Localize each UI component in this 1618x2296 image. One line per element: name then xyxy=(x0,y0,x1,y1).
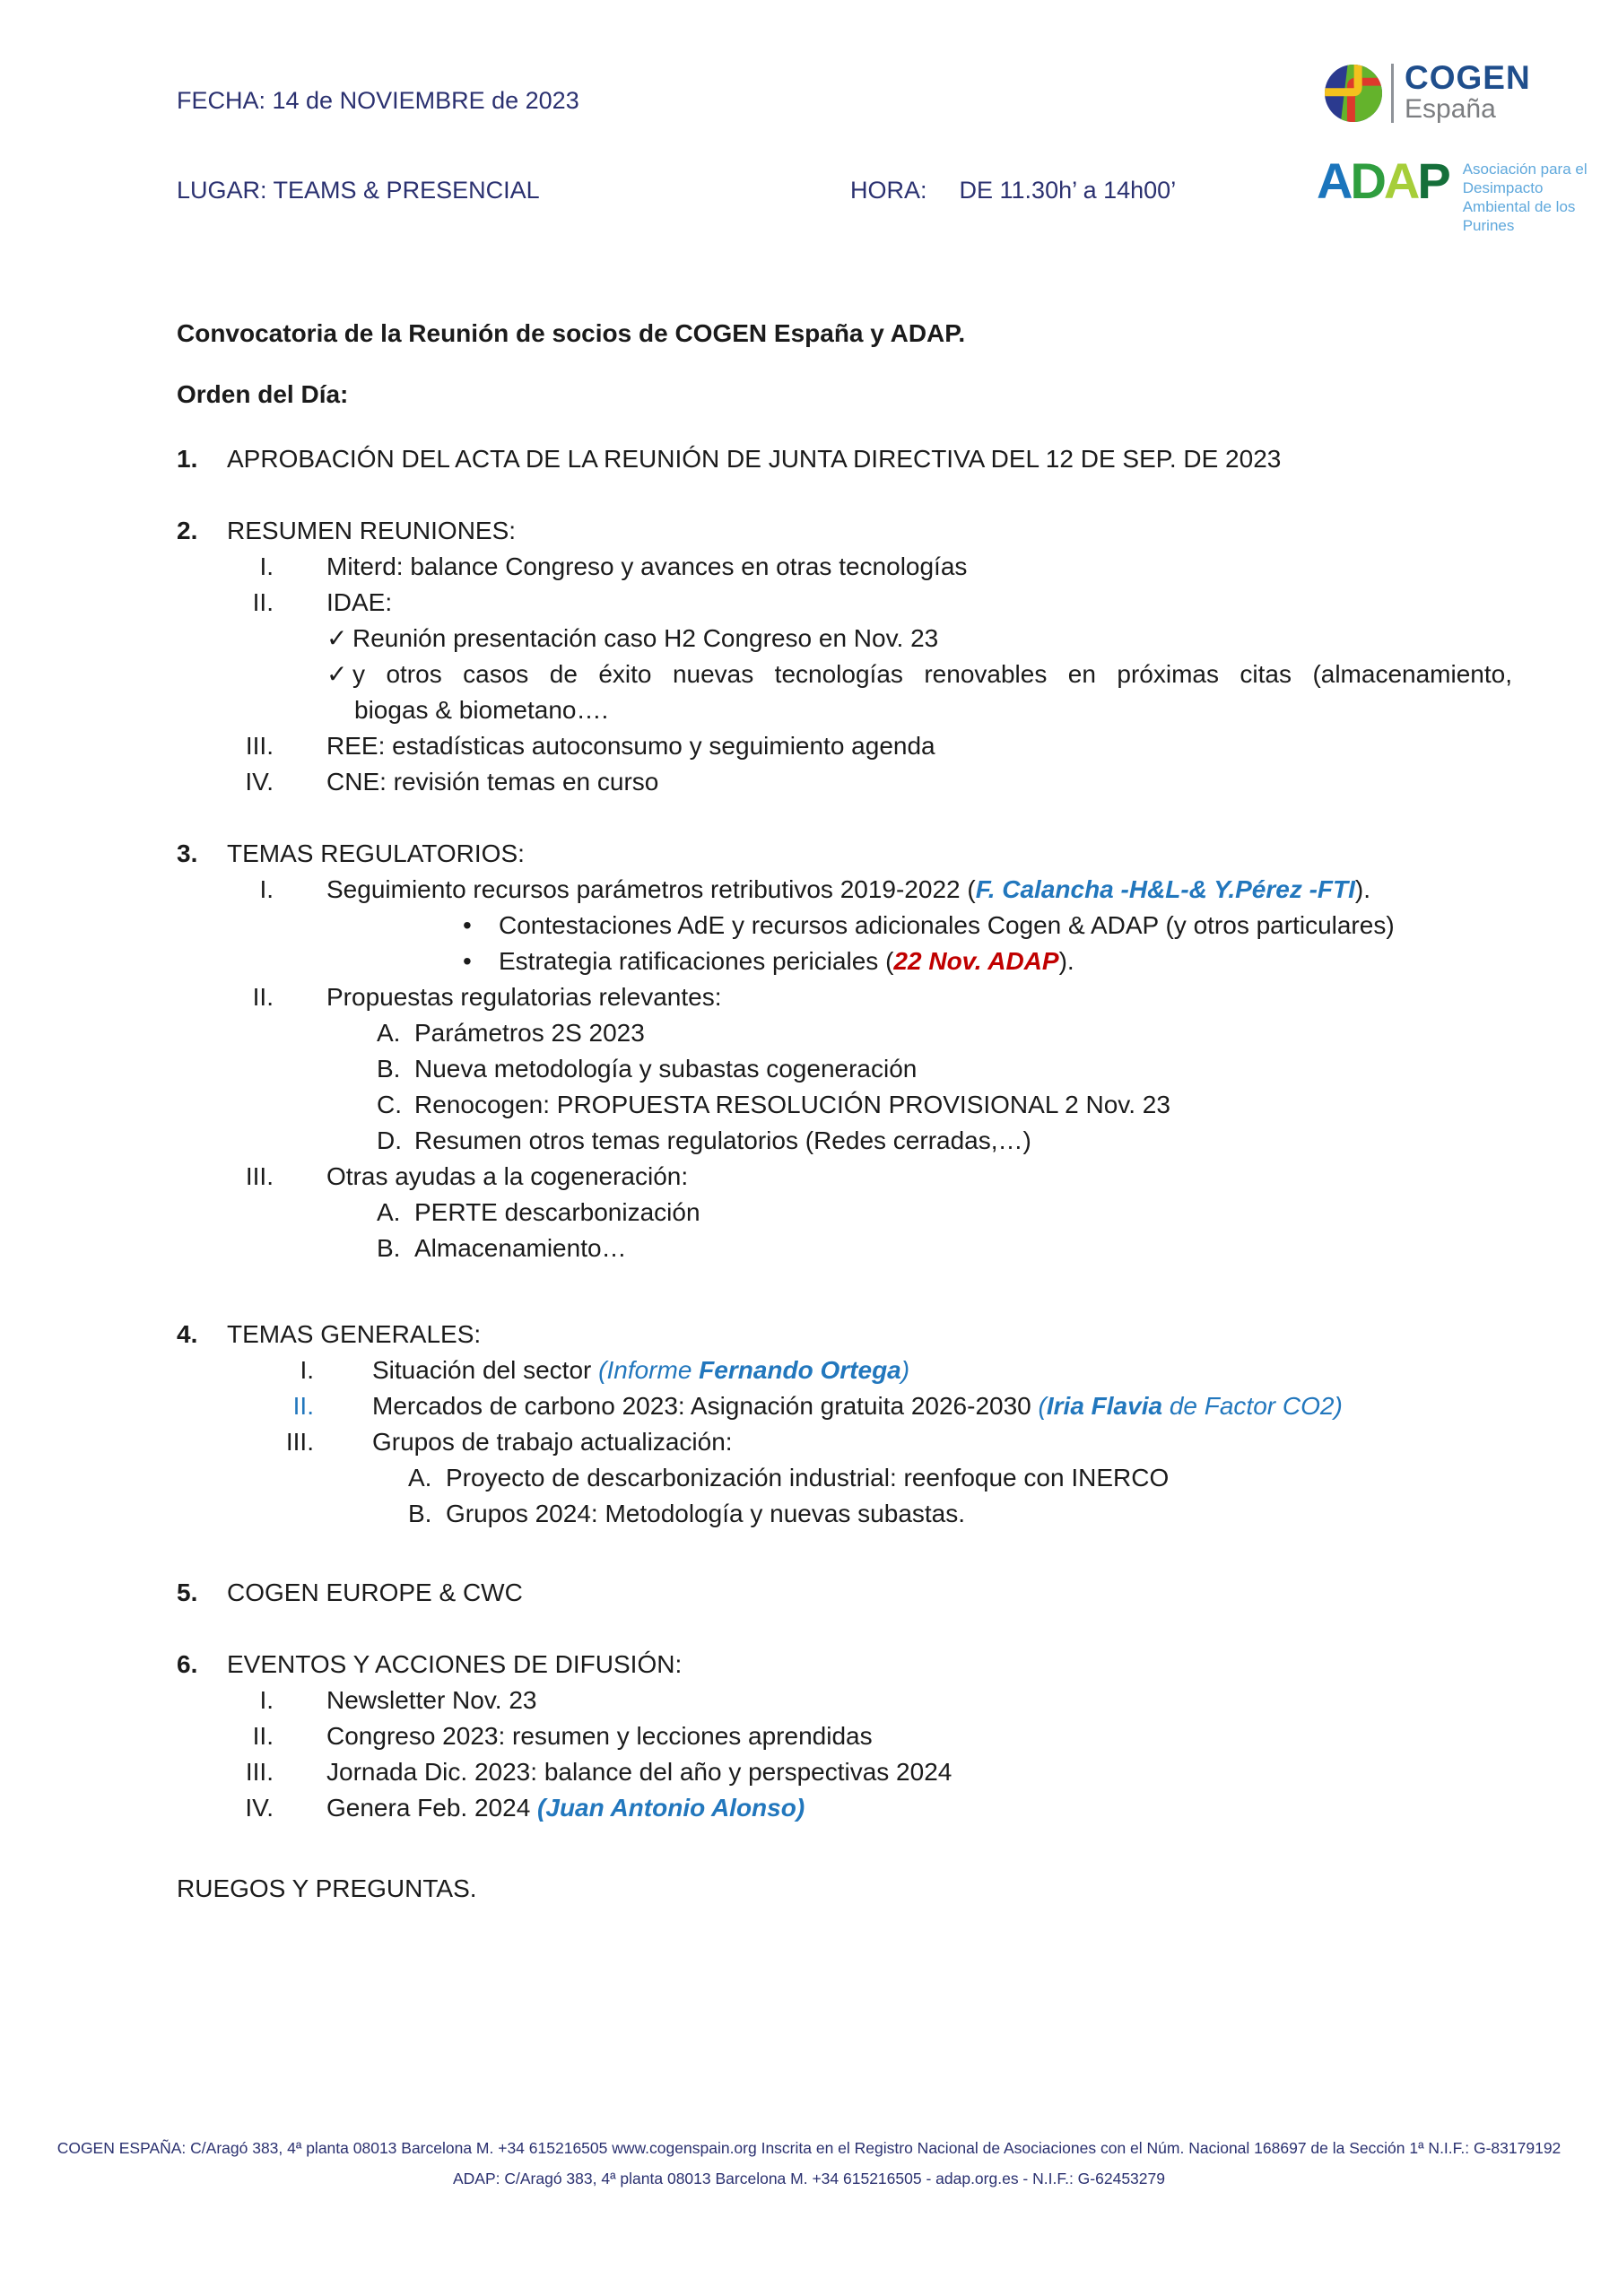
item-text: Proyecto de descarbonización industrial: reenfoque con INERCO xyxy=(446,1464,1170,1492)
item-text: y otros casos de éxito nuevas tecnologías renovables en próximas citas (almacenamiento, xyxy=(352,660,1512,688)
bullet-icon: • xyxy=(463,911,472,939)
item-highlight: Iria Flavia xyxy=(1046,1392,1163,1420)
item-text: Grupos 2024: Metodología y nuevas subastas. xyxy=(446,1500,966,1527)
item-text: biogas & biometano…. xyxy=(354,696,609,724)
item-letter: A. xyxy=(408,1464,432,1492)
section-number: 4. xyxy=(177,1320,198,1348)
time-line xyxy=(850,172,1176,208)
item-highlight: (Informe xyxy=(598,1356,700,1384)
adap-tagline-line: Desimpacto xyxy=(1462,179,1544,196)
sub-item xyxy=(0,1195,1512,1231)
item-letter: D. xyxy=(377,1126,402,1154)
item-letter: A. xyxy=(377,1019,401,1047)
section-title: COGEN EUROPE & CWC xyxy=(227,1578,523,1606)
sub-item xyxy=(0,1015,1512,1051)
item-text: Resumen otros temas regulatorios (Redes cerradas,…) xyxy=(414,1126,1031,1154)
adap-letter: D xyxy=(1350,152,1384,209)
item-text: ). xyxy=(1354,875,1371,903)
item-text: Newsletter Nov. 23 xyxy=(326,1686,537,1714)
section-title: TEMAS GENERALES: xyxy=(227,1320,482,1348)
item-text: REE: estadísticas autoconsumo y seguimiento agenda xyxy=(326,732,935,760)
date-line: FECHA: 14 de NOVIEMBRE de 2023 xyxy=(177,87,579,114)
item-numeral: III. xyxy=(245,732,274,760)
item-numeral: IV. xyxy=(245,1794,274,1822)
adap-tagline-line: Ambiental de los xyxy=(1462,198,1576,215)
agenda-item xyxy=(0,1352,1512,1388)
adap-letter: A xyxy=(1317,152,1351,209)
cogen-logo-region: España xyxy=(1405,94,1496,124)
agenda-item xyxy=(0,872,1512,908)
bullet-icon: • xyxy=(463,947,472,975)
section-number: 3. xyxy=(177,839,198,867)
adap-tagline-line: Purines xyxy=(1462,217,1515,234)
agenda-item xyxy=(0,1388,1512,1424)
footer-line-adap: ADAP: C/Aragó 383, 4ª planta 08013 Barcelona M. +34 615216505 - adap.org.es - N.I.F.: G-62453279 xyxy=(452,2170,1165,2187)
item-text: ). xyxy=(1058,947,1074,975)
section-number: 6. xyxy=(177,1650,198,1678)
section-number: 5. xyxy=(177,1578,198,1606)
agenda-item xyxy=(0,1159,1512,1195)
item-numeral: III. xyxy=(245,1758,274,1786)
closing-line: RUEGOS Y PREGUNTAS. xyxy=(177,1874,477,1902)
item-text: Seguimiento recursos parámetros retributivos 2019-2022 ( xyxy=(326,875,976,903)
check-icon: ✓ xyxy=(326,660,348,688)
agenda-item xyxy=(0,549,1512,585)
item-highlight: ( xyxy=(1038,1392,1047,1420)
check-item xyxy=(0,621,1512,657)
adap-letter: A xyxy=(1383,152,1418,209)
section-title: EVENTOS Y ACCIONES DE DIFUSIÓN: xyxy=(227,1650,683,1678)
item-numeral: I. xyxy=(259,875,274,903)
location-label: LUGAR: TEAMS & PRESENCIAL xyxy=(177,177,540,204)
section-1 xyxy=(0,441,1512,477)
sub-item xyxy=(0,1087,1512,1123)
item-text: Otras ayudas a la cogeneración: xyxy=(326,1162,689,1190)
section-3 xyxy=(0,836,1512,872)
item-text: Miterd: balance Congreso y avances en otras tecnologías xyxy=(326,552,968,580)
agenda-item xyxy=(0,728,1512,764)
footer-line-cogen: COGEN ESPAÑA: C/Aragó 383, 4ª planta 08013 Barcelona M. +34 615216505 www.cogenspain.org Inscrita en el Registro Nacional de Asociaciones con el Núm. Nacional 168697 de la Sección 1ª N.I.F.: G-83179192 xyxy=(57,2139,1561,2157)
bullet-item xyxy=(0,908,1512,944)
item-highlight: 22 Nov. ADAP xyxy=(893,947,1059,975)
item-highlight: ) xyxy=(900,1356,910,1384)
agenda-item xyxy=(0,1754,1512,1790)
agenda-item xyxy=(0,1683,1512,1718)
item-numeral: I. xyxy=(259,552,274,580)
item-text: Congreso 2023: resumen y lecciones aprendidas xyxy=(326,1722,873,1750)
sub-item xyxy=(0,1496,1512,1532)
item-text: Parámetros 2S 2023 xyxy=(414,1019,645,1047)
item-text: Contestaciones AdE y recursos adicionales Cogen & ADAP (y otros particulares) xyxy=(499,911,1395,939)
adap-logo xyxy=(1317,152,1588,235)
item-highlight: F. Calancha -H&L-& Y.Pérez -FTI xyxy=(975,875,1355,903)
item-highlight: (Juan Antonio Alonso) xyxy=(537,1794,805,1822)
check-item-continuation xyxy=(0,692,1512,728)
section-number: 2. xyxy=(177,517,198,544)
time-label: HORA: xyxy=(850,177,927,204)
item-highlight: de Factor CO2) xyxy=(1162,1392,1343,1420)
item-numeral: II. xyxy=(292,1392,314,1420)
adap-logo-tagline xyxy=(1463,158,1588,235)
item-letter: B. xyxy=(377,1234,401,1262)
item-numeral: II. xyxy=(252,588,274,616)
section-4 xyxy=(0,1317,1512,1352)
sub-item xyxy=(0,1123,1512,1159)
item-text: Situación del sector xyxy=(372,1356,599,1384)
section-number: 1. xyxy=(177,445,198,473)
item-text: Reunión presentación caso H2 Congreso en Nov. 23 xyxy=(352,624,939,652)
agenda-item xyxy=(0,764,1512,800)
item-text: Jornada Dic. 2023: balance del año y perspectivas 2024 xyxy=(326,1758,953,1786)
agenda-item xyxy=(0,1718,1512,1754)
bullet-item xyxy=(0,944,1512,979)
item-numeral: III. xyxy=(285,1428,314,1456)
item-text: IDAE: xyxy=(326,588,393,616)
section-6 xyxy=(0,1647,1512,1683)
agenda-item xyxy=(0,1790,1512,1826)
logo-divider xyxy=(1391,64,1394,123)
item-numeral: IV. xyxy=(245,768,274,796)
item-letter: C. xyxy=(377,1091,402,1118)
section-title: APROBACIÓN DEL ACTA DE LA REUNIÓN DE JUNTA DIRECTIVA DEL 12 DE SEP. DE 2023 xyxy=(227,445,1282,473)
cogen-logo-name: COGEN xyxy=(1405,59,1531,96)
item-text: Estrategia ratificaciones periciales ( xyxy=(499,947,894,975)
item-numeral: III. xyxy=(245,1162,274,1190)
item-text: PERTE descarbonización xyxy=(414,1198,700,1226)
item-text: Almacenamiento… xyxy=(414,1234,627,1262)
agenda-item xyxy=(0,1424,1512,1460)
agenda-heading: Orden del Día: xyxy=(177,380,349,408)
adap-logo-letters xyxy=(1317,152,1448,235)
cogen-espana-logo xyxy=(1325,61,1531,125)
document-title: Convocatoria de la Reunión de socios de COGEN España y ADAP. xyxy=(177,319,966,347)
sub-item xyxy=(0,1460,1512,1496)
item-highlight: Fernando Ortega xyxy=(699,1356,901,1384)
item-letter: B. xyxy=(377,1055,401,1083)
check-item xyxy=(0,657,1512,692)
item-letter: A. xyxy=(377,1198,401,1226)
document-footer xyxy=(0,2133,1618,2194)
agenda-item xyxy=(0,585,1512,621)
item-numeral: II. xyxy=(252,1722,274,1750)
item-numeral: I. xyxy=(300,1356,314,1384)
section-2 xyxy=(0,513,1512,549)
section-5 xyxy=(0,1575,1512,1611)
sub-item xyxy=(0,1051,1512,1087)
adap-letter: P xyxy=(1417,152,1448,209)
item-letter: B. xyxy=(408,1500,432,1527)
time-value: DE 11.30h’ a 14h00’ xyxy=(959,177,1177,204)
agenda-item xyxy=(0,979,1512,1015)
item-text: Renocogen: PROPUESTA RESOLUCIÓN PROVISIONAL 2 Nov. 23 xyxy=(414,1091,1170,1118)
cogen-logo-text xyxy=(1405,61,1531,125)
item-text: Propuestas regulatorias relevantes: xyxy=(326,983,722,1011)
item-text: Mercados de carbono 2023: Asignación gratuita 2026-2030 xyxy=(372,1392,1039,1420)
item-text: Grupos de trabajo actualización: xyxy=(372,1428,733,1456)
adap-tagline-line: Asociación para el xyxy=(1462,161,1588,178)
section-title: TEMAS REGULATORIOS: xyxy=(227,839,525,867)
sub-item xyxy=(0,1231,1512,1266)
check-icon: ✓ xyxy=(326,624,348,652)
item-text: Nueva metodología y subastas cogeneración xyxy=(414,1055,918,1083)
section-title: RESUMEN REUNIONES: xyxy=(227,517,517,544)
item-numeral: II. xyxy=(252,983,274,1011)
item-numeral: I. xyxy=(259,1686,274,1714)
item-text: Genera Feb. 2024 xyxy=(326,1794,538,1822)
cogen-logo-icon xyxy=(1325,65,1382,122)
item-text: CNE: revisión temas en curso xyxy=(326,768,659,796)
location-time-row xyxy=(0,172,1512,208)
